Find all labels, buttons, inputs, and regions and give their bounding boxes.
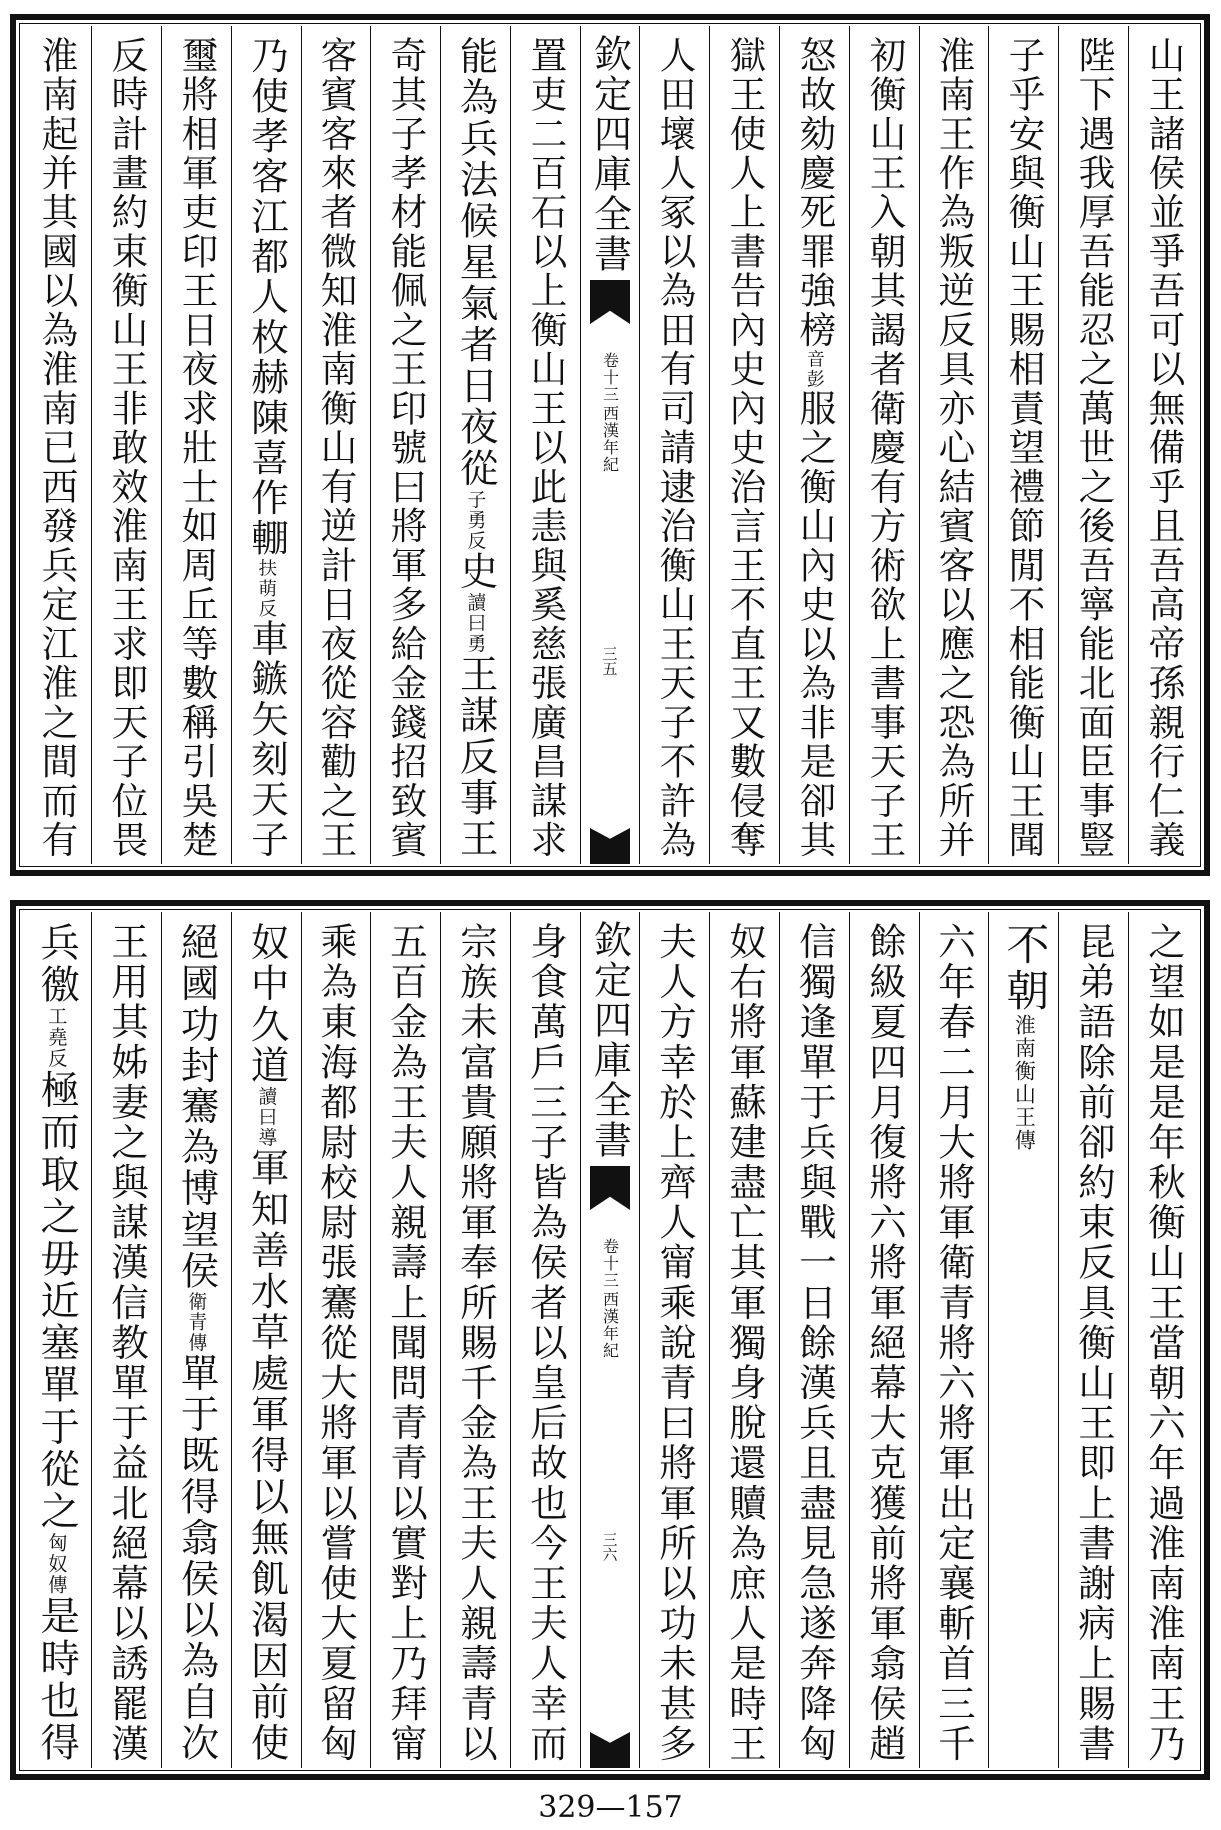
column-text: 奴右將軍蘇建盡亡其軍獨身脫還贖為庶人是時王 xyxy=(722,922,767,1764)
spine-book-title: 西漢年紀 xyxy=(600,405,620,473)
text-column xyxy=(161,912,231,1768)
annotation-note: 淮南衡山王傳 xyxy=(1012,1014,1037,1152)
column-text: 反時計畫約束衡山王非敢效淮南王求即天子位畏 xyxy=(105,36,149,860)
column-text: 置吏二百石以上衡山王以此恚與奚慈張廣昌謀求 xyxy=(524,36,568,860)
text-column xyxy=(849,912,919,1768)
column-text: 奴中久道 xyxy=(244,922,289,1087)
text-column xyxy=(370,26,440,864)
text-column xyxy=(161,26,231,864)
column-text: 子乎安與衡山王賜相責望禮節閒不相能衡山王聞 xyxy=(1002,36,1046,860)
annotation-note: 工堯反 xyxy=(45,1006,68,1070)
column-text: 是時也得 xyxy=(34,1595,80,1764)
column-text: 淮南王作為叛逆反具亦心結賓客以應之恐為所并 xyxy=(933,36,976,860)
text-column xyxy=(639,26,709,864)
column-text: 之望如是是年秋衡山王當朝六年過淮南淮南王乃 xyxy=(1142,922,1186,1764)
text-column xyxy=(919,26,989,864)
annotation-note: 匈奴傳 xyxy=(45,1532,68,1596)
text-column xyxy=(301,912,371,1768)
column-text: 人田壞人冢以為田有司請逮治衡山王天子不許為 xyxy=(653,36,697,860)
text-column xyxy=(440,26,510,864)
column-text: 單于既得翕侯以為自次 xyxy=(174,1353,219,1764)
column-text: 淮南起并其國以為淮南已西發兵定江淮之間而有 xyxy=(35,36,79,860)
text-column xyxy=(988,912,1058,1768)
column-text: 山王諸侯並爭吾可以無備乎且吾高帝孫親行仁義 xyxy=(1142,36,1186,860)
text-column xyxy=(1128,912,1198,1768)
text-column xyxy=(849,26,919,864)
column-text: 奇其子孝材能佩之王印號曰將軍多給金錢招致賓 xyxy=(384,36,428,860)
page-spine xyxy=(580,912,639,1768)
column-text: 昆弟語除前卻約束反具衡山王即上書謝病上賜書 xyxy=(1072,922,1116,1764)
text-column xyxy=(919,912,989,1768)
column-text: 夫人方幸於上齊人甯乘說青曰將軍所以功未甚多 xyxy=(653,922,697,1764)
spine-page-number: 三六 xyxy=(600,1532,619,1562)
spine-page-number: 三五 xyxy=(600,646,619,676)
text-column xyxy=(91,912,161,1768)
spine-volume: 卷十三 xyxy=(600,352,620,403)
text-column xyxy=(988,26,1058,864)
bottom-columns xyxy=(22,912,1198,1768)
annotation-note: 衛青傳 xyxy=(185,1291,208,1354)
annotation-note: 音彭 xyxy=(804,349,825,390)
column-text: 史 xyxy=(453,551,499,593)
column-text: 車鏃矢刻天子 xyxy=(244,618,289,860)
spine-book-title: 西漢年紀 xyxy=(600,1291,620,1359)
text-column xyxy=(440,912,510,1768)
column-text: 王謀反事王 xyxy=(453,654,499,860)
text-column xyxy=(1058,26,1128,864)
annotation-note: 讀曰導 xyxy=(255,1086,278,1148)
top-page xyxy=(10,14,1210,876)
column-text: 身食萬戶三子皆為侯者以皇后故也今王夫人幸而 xyxy=(524,922,568,1764)
annotation-note: 扶萌反 xyxy=(256,558,278,619)
column-text: 怒故劾慶死罪強榜 xyxy=(793,36,836,350)
text-column xyxy=(22,912,91,1768)
text-column xyxy=(91,26,161,864)
fish-tail-mark-icon xyxy=(590,1732,630,1768)
text-column xyxy=(709,26,779,864)
annotation-note: 子勇反 xyxy=(465,489,487,551)
text-column xyxy=(510,912,580,1768)
column-text: 極而取之毋近塞單于從之 xyxy=(34,1069,80,1533)
column-text: 初衡山王入朝其謁者衛慶有方術欲上書事天子王 xyxy=(863,36,906,860)
text-column xyxy=(370,912,440,1768)
text-column xyxy=(639,912,709,1768)
text-column xyxy=(22,26,91,864)
top-columns xyxy=(22,26,1198,864)
column-text: 乘為東海都尉校尉張騫從大將軍以嘗使大夏留匈 xyxy=(314,922,359,1764)
bottom-page xyxy=(10,900,1210,1780)
text-column xyxy=(1058,912,1128,1768)
spine-title: 欽定四庫全書 xyxy=(587,34,632,274)
column-text: 陛下遇我厚吾能忍之萬世之後吾寧能北面臣事豎 xyxy=(1072,36,1116,860)
text-column xyxy=(709,912,779,1768)
column-text: 宗族未富貴願將軍奉所賜千金為王夫人親壽青以 xyxy=(454,922,498,1764)
column-text: 能為兵法候星氣者日夜從 xyxy=(453,36,499,490)
text-column xyxy=(779,912,849,1768)
page-number: 329—157 xyxy=(538,1790,683,1825)
column-text: 信獨逢單于兵與戰一日餘漢兵且盡見急遂奔降匈 xyxy=(792,922,837,1764)
spine-title: 欽定四庫全書 xyxy=(587,920,632,1160)
fish-tail-mark-icon xyxy=(590,828,630,864)
column-text: 兵徼 xyxy=(34,922,80,1007)
text-column xyxy=(1128,26,1198,864)
annotation-note: 讀曰勇 xyxy=(465,592,487,654)
text-column xyxy=(510,26,580,864)
column-text: 絕國功封騫為博望侯 xyxy=(174,922,219,1292)
column-text: 獄王使人上書告內史內史治言王不直王又數侵奪 xyxy=(723,36,767,860)
text-column xyxy=(779,26,849,864)
text-column xyxy=(301,26,371,864)
column-text: 六年春二月大將軍衛青將六將軍出定襄斬首三千 xyxy=(932,922,977,1764)
text-column xyxy=(231,26,301,864)
column-text: 客賓客來者微知淮南衡山有逆計日夜從容勸之王 xyxy=(315,36,358,860)
column-text: 不朝 xyxy=(999,922,1050,1014)
column-text: 璽將相軍吏印王日夜求壯士如周丘等數稱引吳楚 xyxy=(175,36,218,860)
column-text: 五百金為王夫人親壽上聞問青青以實對上乃拜甯 xyxy=(384,922,429,1764)
fish-tail-mark-icon xyxy=(590,1166,630,1210)
text-column xyxy=(231,912,301,1768)
column-text: 服之衡山內史以為非是卻其 xyxy=(793,389,836,860)
column-text: 軍知善水草處軍得以無飢渴因前使 xyxy=(244,1147,289,1764)
page-spine xyxy=(580,26,639,864)
column-text: 王用其姊妻之與謀漢信教單于益北絕幕以誘罷漢 xyxy=(104,922,149,1764)
spine-volume: 卷十三 xyxy=(600,1238,620,1289)
column-text: 乃使孝客江都人枚赫陳喜作輣 xyxy=(244,36,289,559)
column-text: 餘級夏四月復將六將軍絕幕大克獲前將軍翕侯趙 xyxy=(862,922,907,1764)
fish-tail-mark-icon xyxy=(590,280,630,324)
